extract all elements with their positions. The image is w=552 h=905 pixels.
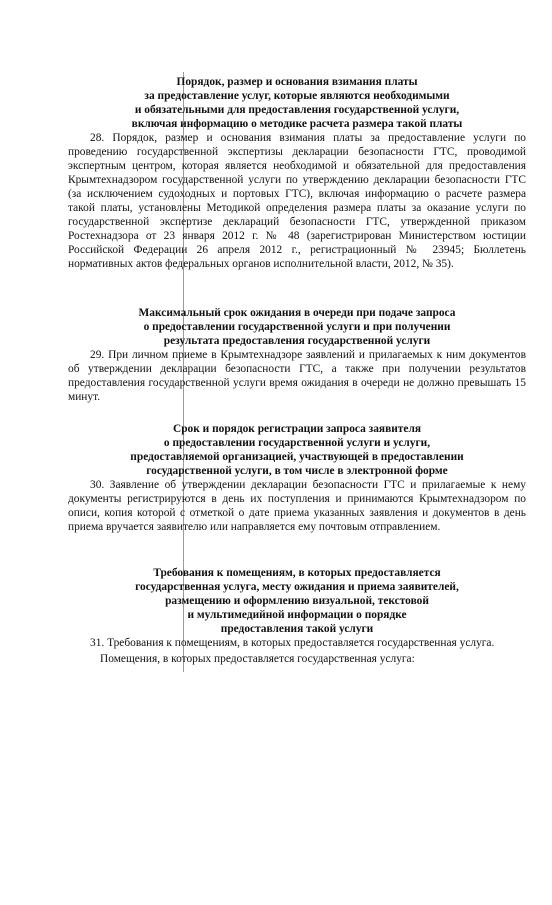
section-registration — [68, 422, 526, 534]
section-fee — [68, 75, 526, 271]
paragraph-28: 28. Порядок, размер и основания взимания платы за предоставление услуги по проведению государственной экспертизы декларации безопасности ГТС, проводимой экспертным центром, которая является необходимой и обязательной для предоставления Крымтехнадзором государственной услуги по утверждению декларации безопасности ГТС (за исключением судоходных и портовых ГТС), включая информацию о расчете размера такой платы, установлены Методикой определения размера платы за оказание услуги по государственной экспертизе деклараций безопасности ГТС, утвержденной приказом Ростехнадзора от 23 января 2012 г. № 48 (зарегистрирован Министерством юстиции Российской Федерации 26 апреля 2012 г., регистрационный № 23945; Бюллетень нормативных актов федеральных органов исполнительной власти, 2012, № 35). — [68, 132, 526, 270]
paragraph-31-premises: Помещения, в которых предоставляется государственная услуга: — [100, 653, 415, 665]
paragraph-29: 29. При личном приеме в Крымтехнадзоре заявлений и прилагаемых к ним документов об утверждении декларации безопасности ГТС, а также при получении результатов предоставления государственной услуги время ожидания в очереди не должно превышать 15 минут. — [68, 349, 526, 403]
section-heading-line: размещению и оформлению визуальной, текстовой — [165, 595, 429, 607]
section-heading-line: и обязательными для предоставления государственной услуги, — [134, 104, 460, 116]
paragraph-31: 31. Требования к помещениям, в которых предоставляется государственная услуга. — [90, 637, 495, 649]
section-heading-line: Требования к помещениям, в которых предоставляется — [153, 567, 441, 579]
section-heading-line: о предоставлении государственной услуги и услуги, — [163, 437, 431, 449]
section-premises — [68, 566, 526, 666]
section-heading-line: включая информацию о методике расчета размера такой платы — [131, 118, 463, 130]
section-heading-line: и мультимедийной информации о порядке — [187, 609, 407, 621]
section-queue — [68, 306, 526, 404]
section-heading-line: за предоставление услуг, которые являются необходимыми — [144, 90, 450, 102]
section-heading-line: Срок и порядок регистрации запроса заявителя — [173, 423, 421, 435]
section-heading-line: Порядок, размер и основания взимания платы — [176, 76, 418, 88]
section-heading-line: предоставляемой организацией, участвующей в предоставлении — [130, 451, 464, 463]
section-heading-line: государственная услуга, месту ожидания и приема заявителей, — [135, 581, 459, 593]
section-heading-line: результата предоставления государственной услуги — [163, 335, 431, 347]
section-heading-line: о предоставлении государственной услуги и при получении — [143, 321, 451, 333]
section-heading-line: предоставления такой услуги — [220, 623, 374, 635]
paragraph-30: 30. Заявление об утверждении декларации безопасности ГТС и прилагаемые к нему документы регистрируются в день их поступления и принимаются Крымтехнадзором по описи, копия которой с отметкой о дате приема указанных заявления и документов в день приема вручается заявителю или направляется ему почтовым отправлением. — [68, 479, 526, 533]
section-heading-line: государственной услуги, в том числе в электронной форме — [146, 465, 448, 477]
section-heading-line: Максимальный срок ожидания в очереди при подаче запроса — [138, 307, 456, 319]
